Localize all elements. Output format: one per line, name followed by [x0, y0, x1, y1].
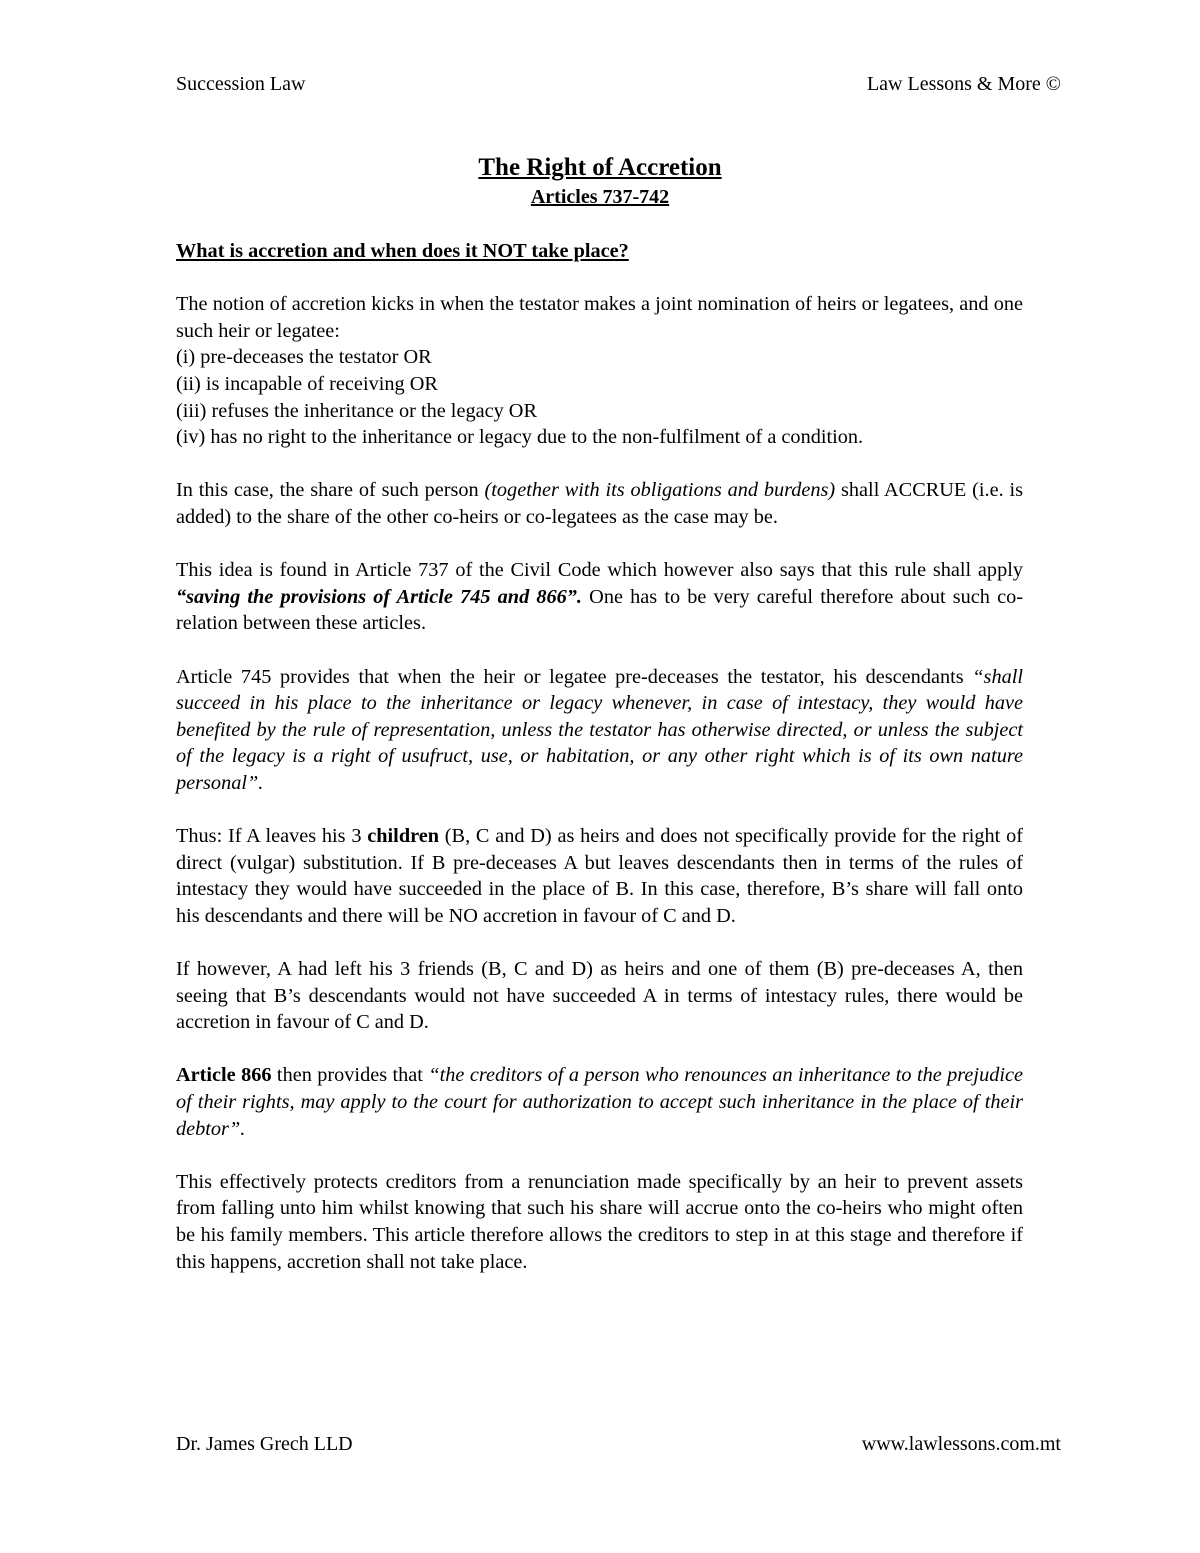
text-run: In this case, the share of such person: [176, 479, 485, 502]
italic-run: (together with its obligations and burdens): [484, 479, 836, 502]
condition-item: (iii) refuses the inheritance or the legacy OR: [176, 399, 537, 422]
paragraph-example-friends: If however, A had left his 3 friends (B, C and D) as heirs and one of them (B) pre-deceases A, then seeing that B’s descendants would not have succeeded A in terms of intestacy rules, there would be accretion in favour of C and D.: [176, 958, 1023, 1034]
paragraph-article-745: [176, 664, 1023, 797]
title-block: [0, 152, 1200, 210]
document-title: The Right of Accretion: [478, 154, 722, 181]
quote-run: “the creditors of a person who renounces an inheritance to the prejudice of their rights, may apply to the court for authorization to accept such inheritance in the place of their debtor”.: [176, 1064, 1023, 1140]
running-footer: [176, 1432, 1061, 1456]
text-run: This idea is found in Article 737 of the Civil Code which however also says that this rule shall apply: [176, 559, 1023, 582]
bold-run: Article 866: [176, 1064, 272, 1087]
footer-author: Dr. James Grech LLD: [176, 1433, 353, 1455]
quote-run: “shall succeed in his place to the inheritance or legacy whenever, in case of intestacy, they would have benefited by the rule of representation, unless the testator has otherwise directed, or unless the subject of the legacy is a right of usufruct, use, or habitation, or any other right which is of its own nature personal”.: [176, 665, 1023, 794]
document-body: [176, 238, 1023, 1302]
header-left: Succession Law: [176, 73, 306, 95]
paragraph-article-737: [176, 557, 1023, 637]
text-run: Thus: If A leaves his 3: [176, 825, 368, 848]
condition-item: (ii) is incapable of receiving OR: [176, 372, 438, 395]
condition-item: (i) pre-deceases the testator OR: [176, 346, 432, 369]
paragraph-creditors: This effectively protects creditors from a renunciation made specifically by an heir to prevent assets from falling unto him whilst knowing that such his share will accrue onto the co-heirs who might often be his family members. This article therefore allows the creditors to step in at this stage and therefore if this happens, accretion shall not take place.: [176, 1170, 1023, 1273]
text-run: (B, C and D) as heirs and does not specifically provide for the right of direct (vulgar) substitution. If B pre-deceases A but leaves descendants then in terms of the rules of intestacy they would have succeeded in the place of B. In this case, therefore, B’s share will fall onto his descendants and there will be NO accretion in favour of C and D.: [176, 825, 1023, 927]
section-heading: What is accretion and when does it NOT take place?: [176, 240, 629, 262]
paragraph-definition: [176, 291, 1023, 451]
paragraph-accrual: [176, 477, 1023, 530]
running-header: [176, 72, 1061, 96]
header-right: Law Lessons & More ©: [866, 73, 1061, 95]
text-run: One has to be very careful therefore about such co-relation between these articles.: [176, 585, 1023, 635]
bold-run: children: [367, 825, 440, 848]
text-run: Article 745 provides that when the heir or legatee pre-deceases the testator, his descendants: [176, 665, 973, 688]
paragraph-article-866: [176, 1062, 1023, 1142]
document-subtitle: Articles 737-742: [530, 186, 670, 208]
text-run: then provides that: [271, 1064, 429, 1087]
definition-intro: The notion of accretion kicks in when the testator makes a joint nomination of heirs or legatees, and one such heir or legatee:: [176, 293, 1023, 342]
condition-item: (iv) has no right to the inheritance or legacy due to the non-fulfilment of a condition.: [176, 426, 864, 449]
quote-run: “saving the provisions of Article 745 and 866”.: [176, 585, 583, 608]
text-run: shall ACCRUE (i.e. is added) to the share of the other co-heirs or co-legatees as the case may be.: [176, 479, 1024, 528]
paragraph-example-children: [176, 823, 1023, 929]
footer-website: www.lawlessons.com.mt: [861, 1433, 1061, 1455]
